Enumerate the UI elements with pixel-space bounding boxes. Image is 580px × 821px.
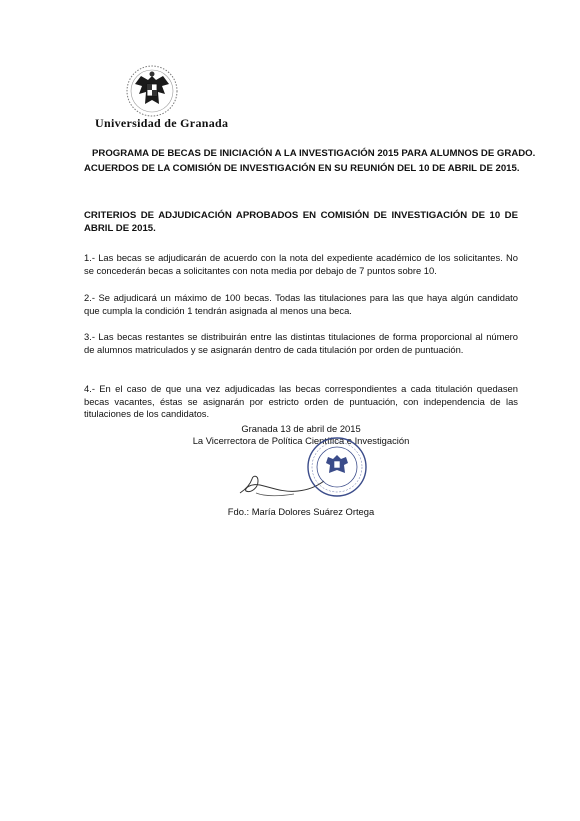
signatory-position: La Vicerrectora de Política Científica e Investigación — [192, 435, 410, 446]
criterion-1: 1.- Las becas se adjudicarán de acuerdo con la nota del expediente académico de los solicitantes. No se concederán becas a solicitantes con nota media por debajo de 7 puntos sobre 10. — [84, 252, 518, 276]
criterion-3: 3.- Las becas restantes se distribuirán entre las distintas titulaciones de forma proporcional al número de alumnos matriculados y se asignarán dentro de cada titulación por orden de puntuación. — [84, 331, 518, 355]
document-title-line-2: ACUERDOS DE LA COMISIÓN DE INVESTIGACIÓN EN SU REUNIÓN DEL 10 DE ABRIL DE 2015. — [84, 163, 520, 174]
university-crest-icon — [121, 64, 183, 120]
university-name: Universidad de Granada — [95, 116, 229, 130]
date-line: Granada 13 de abril de 2015 — [241, 423, 361, 434]
criterion-4: 4.- En el caso de que una vez adjudicadas las becas correspondientes a cada titulación quedasen becas vacantes, éstas se asignarán por estricto orden de puntuación, con independencia de las titulaciones de los candidatos. — [84, 383, 518, 419]
criteria-heading: CRITERIOS DE ADJUDICACIÓN APROBADOS EN COMISIÓN DE INVESTIGACIÓN DE 10 DE ABRIL DE 2015. — [84, 210, 518, 234]
official-stamp-icon — [306, 436, 368, 498]
criterion-2: 2.- Se adjudicará un máximo de 100 becas. Todas las titulaciones para las que haya algún candidato que cumpla la condición 1 tendrán asignada al menos una beca. — [84, 292, 518, 316]
signed-by: Fdo.: María Dolores Suárez Ortega — [227, 506, 375, 517]
document-title-line-1: PROGRAMA DE BECAS DE INICIACIÓN A LA INVESTIGACIÓN 2015 PARA ALUMNOS DE GRADO. — [92, 148, 536, 159]
